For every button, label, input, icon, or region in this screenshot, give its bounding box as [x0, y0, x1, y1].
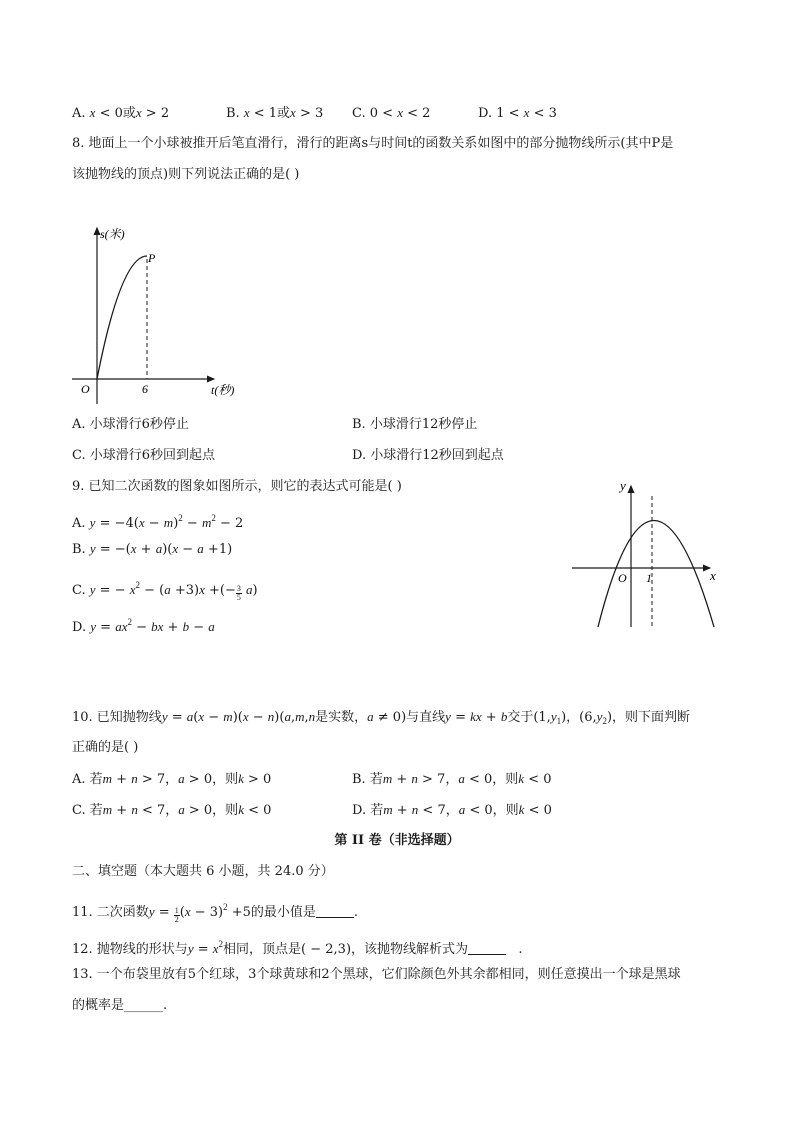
- q7-option-c: C. 0 < x < 2: [352, 105, 431, 121]
- q13-line1: 13. 一个布袋里放有5个红球，3个球黄球和2个黑球，它们除颜色外其余都相同，则任意摸出一个球是黑球: [72, 967, 681, 982]
- q9-parabola-curve: [598, 521, 714, 628]
- q8-option-c: C. 小球滑行6秒回到起点: [72, 448, 216, 463]
- q7-option-a: A. x < 0或x > 2: [72, 105, 170, 121]
- q8-stem-line1: 8. 地面上一个小球被推开后笔直滑行，滑行的距离s与时间t的函数关系如图中的部分抛物线所示(其中P是: [72, 136, 674, 151]
- q10-stem-line1: 10. 已知抛物线y = a(x − m)(x − n)(a,m,n是实数，a ≠ 0)与直线y = kx + b交于$(1,y_1)$，$(6,y_2)$，则下面判断: [72, 709, 691, 726]
- q9-y-label: y: [620, 478, 626, 493]
- q8-stem-line2: 该抛物线的顶点)则下列说法正确的是( ): [72, 167, 300, 182]
- q10-option-d: D. 若m + n < 7，a < 0，则k < 0: [352, 802, 552, 818]
- q7-option-d: D. 1 < x < 3: [478, 105, 557, 121]
- q8-vertex-label: P: [148, 251, 156, 265]
- q8-y-label: s(米): [100, 227, 125, 241]
- q10-option-c: C. 若m + n < 7，a > 0，则k < 0: [72, 802, 272, 818]
- q11-line: 11. 二次函数y = $\frac{1}{2}$ $(x - 3)^2 +5$的最小值是 .: [72, 902, 359, 924]
- q10-option-a: A. 若m + n > 7，a > 0，则k > 0: [72, 771, 272, 787]
- q9-origin-label: O: [618, 571, 627, 585]
- q9-tick-label: 1: [646, 571, 652, 585]
- q8-option-b: B. 小球滑行12秒停止: [352, 417, 478, 432]
- q9-option-d: D. $y = ax^2$ − bx + b − a: [72, 617, 215, 635]
- q9-option-a: A. $y = -4(x - m)^2 - m^2 - 2$: [72, 513, 244, 531]
- q8-graph: [68, 222, 258, 412]
- q8-origin-label: O: [81, 382, 90, 396]
- q8-parabola-curve: [97, 256, 147, 379]
- q8-option-d: D. 小球滑行12秒回到起点: [352, 448, 504, 463]
- q10-stem-line2: 正确的是( ): [72, 740, 139, 755]
- q13-line2: 的概率是______.: [72, 998, 168, 1013]
- q8-x-label: t(秒): [211, 383, 235, 397]
- q9-stem: 9. 已知二次函数的图象如图所示，则它的表达式可能是( ): [72, 479, 402, 494]
- q7-option-b: B. x < 1或x > 3: [226, 105, 324, 121]
- q9-x-label: x: [710, 568, 716, 583]
- q9-graph: [568, 472, 728, 632]
- q8-option-a: A. 小球滑行6秒停止: [72, 417, 189, 432]
- section2-heading: 二、填空题（本大题共 6 小题，共 24.0 分）: [72, 864, 334, 879]
- q9-option-c: C. y = − $x^2 - (a +3)x$ +(− $\frac{3}{5}$ a): [72, 580, 258, 602]
- section2-title: 第 II 卷（非选择题）: [334, 833, 460, 848]
- q10-option-b: B. 若m + n > 7，a < 0，则k < 0: [352, 771, 552, 787]
- q8-tick-label: 6: [142, 382, 148, 396]
- q9-option-b: B. y = −(x + a)(x − a +1): [72, 541, 233, 557]
- q12-line: 12. 抛物线的形状与$y = x^2$相同，顶点是( − 2,3)，该抛物线解析式为 .: [72, 939, 523, 957]
